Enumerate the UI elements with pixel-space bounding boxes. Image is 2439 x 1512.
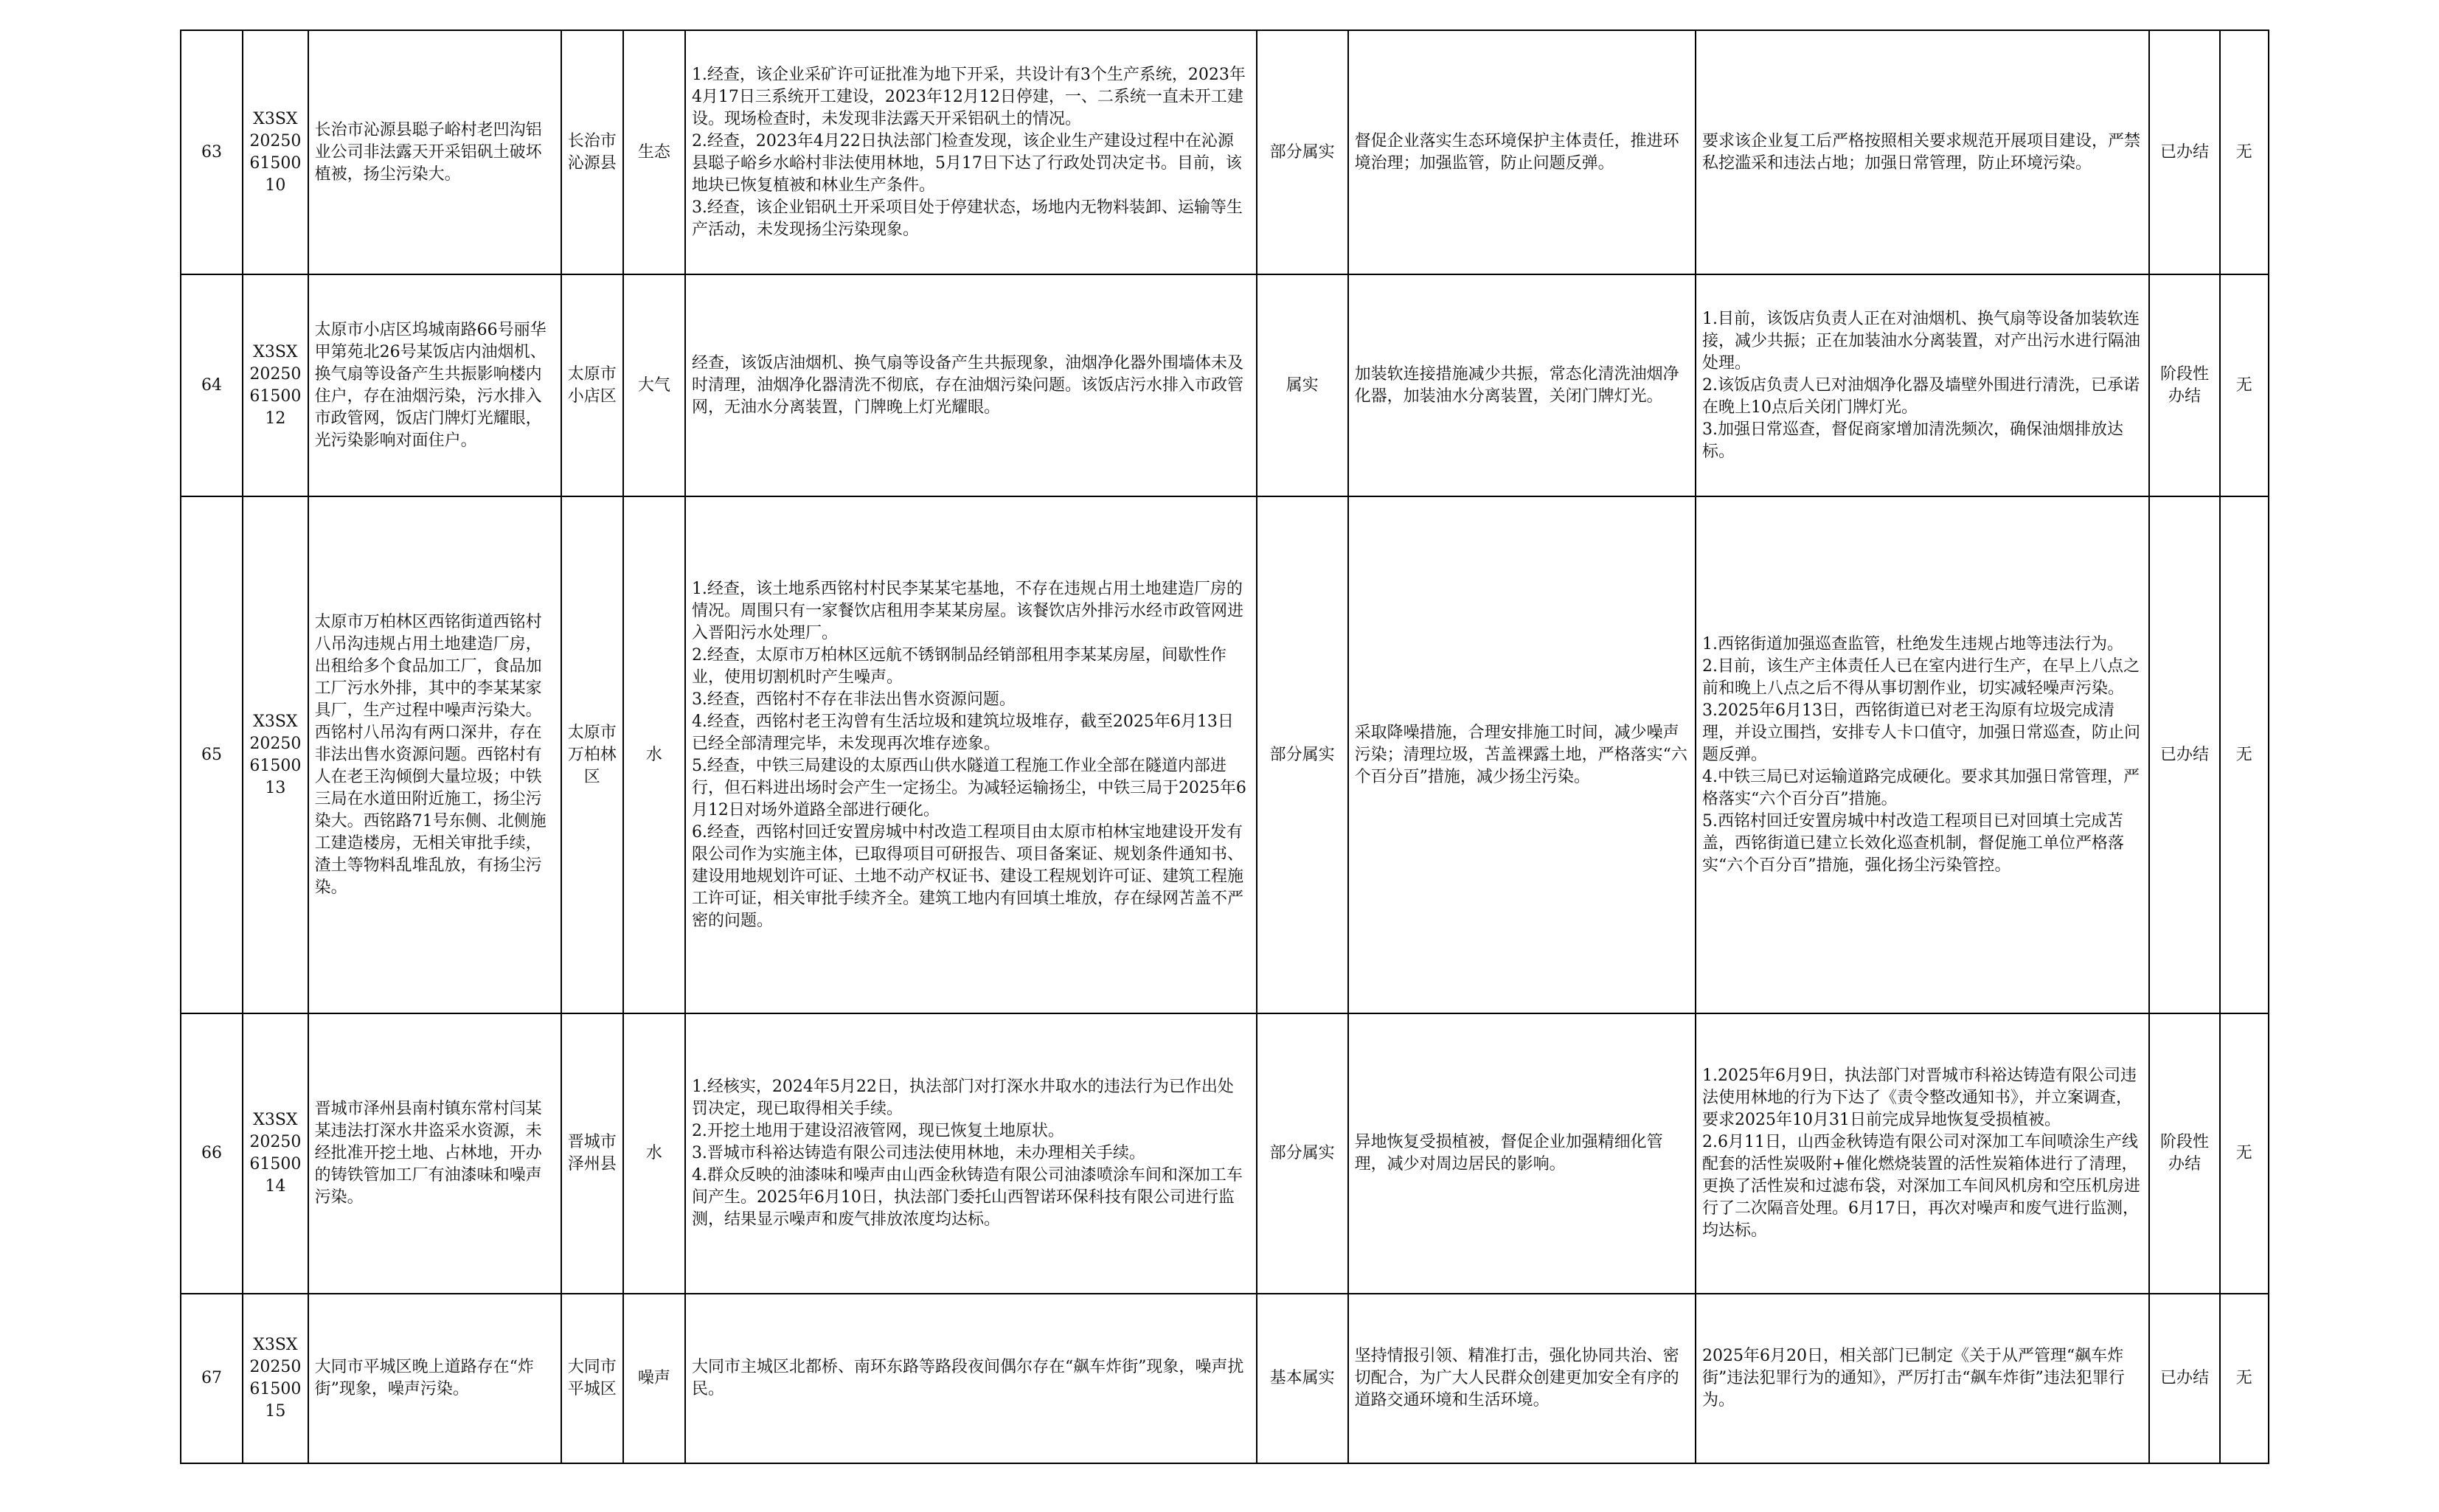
- complaint-table-page: [180, 30, 2269, 1464]
- results-line: 1.2025年6月9日，执法部门对晋城市科裕达铸造有限公司违法使用林地的行为下达了《责令整改通知书》，并立案调查，要求2025年10月31日前完成异地恢复受损植被。: [1702, 1067, 2137, 1129]
- results-line: 1.目前，该饭店负责人正在对油烟机、换气扇等设备加装软连接，减少共振；正在加装油水分离装置，对产出污水进行隔油处理。: [1702, 309, 2141, 372]
- problem-cell: 太原市小店区坞城南路66号丽华甲第苑北26号某饭店内油烟机、换气扇等设备产生共振影响楼内住户，存在油烟污染，污水排入市政管网，饭店门牌灯光耀眼，光污染影响对面住户。: [308, 274, 561, 496]
- results-cell: [1696, 1294, 2149, 1463]
- region-cell: 大同市平城区: [561, 1294, 623, 1463]
- results-line: 5.西铭村回迁安置房城中村改造工程项目已对回填土完成苫盖，西铭街道已建立长效化巡查机制，督促施工单位严格落实“六个百分百”措施，强化扬尘污染管控。: [1702, 811, 2125, 875]
- case-id-cell: X3SX202506150015: [243, 1294, 308, 1463]
- table-body: [181, 30, 2269, 1463]
- findings-line: 3.经查，西铭村不存在非法出售水资源问题。: [691, 690, 1016, 709]
- results-line: 2.目前，该生产主体责任人已在室内进行生产，在早上八点之前和晚上八点之后不得从事切割作业，切实减轻噪声污染。: [1702, 656, 2140, 698]
- results-line: 3.加强日常巡查，督促商家增加清洗频次，确保油烟排放达标。: [1702, 420, 2124, 461]
- results-line: 4.中铁三局已对运输道路完成硬化。要求其加强日常管理，严格落实“六个百分百”措施。: [1702, 767, 2140, 808]
- findings-cell: [685, 30, 1257, 274]
- findings-line: 3.晋城市科裕达铸造有限公司违法使用林地，未办理相关手续。: [691, 1144, 1145, 1162]
- status-cell: 阶段性办结: [2149, 1013, 2219, 1294]
- verdict-cell: 部分属实: [1257, 30, 1348, 274]
- measures-cell: 坚持情报引领、精准打击，强化协同共治、密切配合，为广大人民群众创建更加安全有序的道路交通环境和生活环境。: [1348, 1294, 1696, 1463]
- findings-line: 5.经查，中铁三局建设的太原西山供水隧道工程施工作业全部在隧道内部进行，但石料进出场时会产生一定扬尘。为减轻运输扬尘，中铁三局于2025年6月12日对场外道路全部进行硬化。: [691, 756, 1246, 819]
- verdict-cell: 部分属实: [1257, 1013, 1348, 1294]
- problem-cell: 大同市平城区晚上道路存在“炸街”现象，噪声污染。: [308, 1294, 561, 1463]
- results-line: 2.6月11日，山西金秋铸造有限公司对深加工车间喷涂生产线配套的活性炭吸附+催化燃烧装置的活性炭箱体进行了清理，更换了活性炭和过滤布袋，对深加工车间风机房和空压机房进行了二次隔音处理。6月17日，再次对噪声和废气进行监测，均达标。: [1702, 1133, 2141, 1240]
- case-id-cell: X3SX202506150014: [243, 1013, 308, 1294]
- status-cell: 已办结: [2149, 1294, 2219, 1463]
- status-cell: 已办结: [2149, 30, 2219, 274]
- results-line: 1.西铭街道加强巡查监管，杜绝发生违规占地等违法行为。: [1702, 634, 2124, 653]
- findings-line: 2.开挖土地用于建设沼液管网，现已恢复土地原状。: [691, 1122, 1064, 1140]
- results-cell: [1696, 1013, 2149, 1294]
- case-id-cell: X3SX202506150013: [243, 496, 308, 1013]
- findings-line: 6.经查，西铭村回迁安置房城中村改造工程项目由太原市柏林宝地建设开发有限公司作为实施主体，已取得项目可研报告、项目备案证、规划条件通知书、建设用地规划许可证、土地不动产权证书、建设工程规划许可证、建筑工程施工许可证，相关审批手续齐全。建筑工地内有回填土堆放，存在绿网苫盖不严密的问题。: [691, 822, 1243, 930]
- measures-cell: 督促企业落实生态环境保护主体责任，推进环境治理；加强监管，防止问题反弹。: [1348, 30, 1696, 274]
- findings-line: 1.经核实，2024年5月22日，执法部门对打深水井取水的违法行为已作出处罚决定，现已取得相关手续。: [691, 1078, 1234, 1118]
- complaint-table: [180, 30, 2269, 1464]
- results-cell: [1696, 274, 2149, 496]
- note-cell: 无: [2220, 30, 2269, 274]
- results-line: 3.2025年6月13日，西铭街道已对老王沟原有垃圾完成清理，并设立围挡，安排专人卡口值守，加强日常巡查，防止问题反弹。: [1702, 701, 2141, 764]
- findings-line: 经查，该饭店油烟机、换气扇等设备产生共振现象，油烟净化器外围墙体未及时清理，油烟净化器清洗不彻底，存在油烟污染问题。该饭店污水排入市政管网，无油水分离装置，门牌晚上灯光耀眼。: [691, 353, 1243, 417]
- results-cell: [1696, 30, 2149, 274]
- region-cell: 太原市万柏林区: [561, 496, 623, 1013]
- findings-line: 1.经查，该土地系西铭村村民李某某宅基地，不存在违规占用土地建造厂房的情况。周围只有一家餐饮店租用李某某房屋。该餐饮店外排污水经市政管网进入晋阳污水处理厂。: [691, 579, 1243, 642]
- findings-cell: [685, 1013, 1257, 1294]
- category-cell: 生态: [623, 30, 685, 274]
- note-cell: 无: [2220, 1013, 2269, 1294]
- table-row: [181, 1294, 2269, 1463]
- table-row: [181, 274, 2269, 496]
- findings-line: 2.经查，2023年4月22日执法部门检查发现，该企业生产建设过程中在沁源县聪子峪乡水峪村非法使用林地，5月17日下达了行政处罚决定书。目前，该地块已恢复植被和林业生产条件。: [691, 131, 1242, 195]
- problem-cell: 太原市万柏林区西铭街道西铭村八吊沟违规占用土地建造厂房，出租给多个食品加工厂，食品加工厂污水外排，其中的李某某家具厂，生产过程中噪声污染大。西铭村八吊沟有两口深井，存在非法出售水资源问题。西铭村有人在老王沟倾倒大量垃圾；中铁三局在水道田附近施工，扬尘污染大。西铭路71号东侧、北侧施工建造楼房，无相关审批手续，渣土等物料乱堆乱放，有扬尘污染。: [308, 496, 561, 1013]
- measures-cell: 采取降噪措施，合理安排施工时间，减少噪声污染；清理垃圾，苫盖裸露土地，严格落实“六个百分百”措施，减少扬尘污染。: [1348, 496, 1696, 1013]
- category-cell: 水: [623, 1013, 685, 1294]
- results-line: 2025年6月20日，相关部门已制定《关于从严管理“飙车炸街”违法犯罪行为的通知》，严厉打击“飙车炸街”违法犯罪行为。: [1702, 1347, 2125, 1409]
- measures-cell: 异地恢复受损植被，督促企业加强精细化管理，减少对周边居民的影响。: [1348, 1013, 1696, 1294]
- problem-cell: 晋城市泽州县南村镇东常村闫某某违法打深水井盗采水资源，未经批准开挖土地、占林地，开办的铸铁管加工厂有油漆味和噪声污染。: [308, 1013, 561, 1294]
- category-cell: 水: [623, 496, 685, 1013]
- findings-cell: [685, 496, 1257, 1013]
- findings-line: 4.群众反映的油漆味和噪声由山西金秋铸造有限公司油漆喷涂车间和深加工车间产生。2025年6月10日，执法部门委托山西智诺环保科技有限公司进行监测，结果显示噪声和废气排放浓度均达标。: [691, 1166, 1243, 1229]
- region-cell: 太原市小店区: [561, 274, 623, 496]
- findings-line: 3.经查，该企业铝矾土开采项目处于停建状态，场地内无物料装卸、运输等生产活动，未发现扬尘污染现象。: [691, 198, 1243, 239]
- measures-cell: 加装软连接措施减少共振，常态化清洗油烟净化器，加装油水分离装置，关闭门牌灯光。: [1348, 274, 1696, 496]
- table-row: [181, 496, 2269, 1013]
- results-line: 2.该饭店负责人已对油烟净化器及墙壁外围进行清洗，已承诺在晚上10点后关闭门牌灯光。: [1702, 375, 2140, 417]
- case-id-cell: X3SX202506150012: [243, 274, 308, 496]
- findings-cell: [685, 1294, 1257, 1463]
- seq-cell: 63: [181, 30, 243, 274]
- category-cell: 大气: [623, 274, 685, 496]
- note-cell: 无: [2220, 1294, 2269, 1463]
- status-cell: 阶段性办结: [2149, 274, 2219, 496]
- findings-cell: [685, 274, 1257, 496]
- status-cell: 已办结: [2149, 496, 2219, 1013]
- results-cell: [1696, 496, 2149, 1013]
- findings-line: 1.经查，该企业采矿许可证批准为地下开采，共设计有3个生产系统，2023年4月17日三系统开工建设，2023年12月12日停建，一、二系统一直未开工建设。现场检查时，未发现非法露天开采铝矾土的情况。: [691, 65, 1246, 128]
- verdict-cell: 属实: [1257, 274, 1348, 496]
- table-row: [181, 1013, 2269, 1294]
- seq-cell: 65: [181, 496, 243, 1013]
- note-cell: 无: [2220, 496, 2269, 1013]
- region-cell: 晋城市泽州县: [561, 1013, 623, 1294]
- case-id-cell: X3SX202506150010: [243, 30, 308, 274]
- seq-cell: 66: [181, 1013, 243, 1294]
- findings-line: 大同市主城区北都桥、南环东路等路段夜间偶尔存在“飙车炸街”现象，噪声扰民。: [691, 1358, 1244, 1398]
- table-row: [181, 30, 2269, 274]
- problem-cell: 长治市沁源县聪子峪村老凹沟铝业公司非法露天开采铝矾土破坏植被，扬尘污染大。: [308, 30, 561, 274]
- note-cell: 无: [2220, 274, 2269, 496]
- category-cell: 噪声: [623, 1294, 685, 1463]
- findings-line: 4.经查，西铭村老王沟曾有生活垃圾和建筑垃圾堆存，截至2025年6月13日已经全部清理完毕，未发现再次堆存迹象。: [691, 712, 1234, 753]
- results-line: 要求该企业复工后严格按照相关要求规范开展项目建设，严禁私挖滥采和违法占地；加强日常管理，防止环境污染。: [1702, 131, 2141, 173]
- region-cell: 长治市沁源县: [561, 30, 623, 274]
- findings-line: 2.经查，太原市万柏林区远航不锈钢制品经销部租用李某某房屋，间歇性作业，使用切割机时产生噪声。: [691, 645, 1227, 687]
- verdict-cell: 基本属实: [1257, 1294, 1348, 1463]
- verdict-cell: 部分属实: [1257, 496, 1348, 1013]
- seq-cell: 64: [181, 274, 243, 496]
- seq-cell: 67: [181, 1294, 243, 1463]
